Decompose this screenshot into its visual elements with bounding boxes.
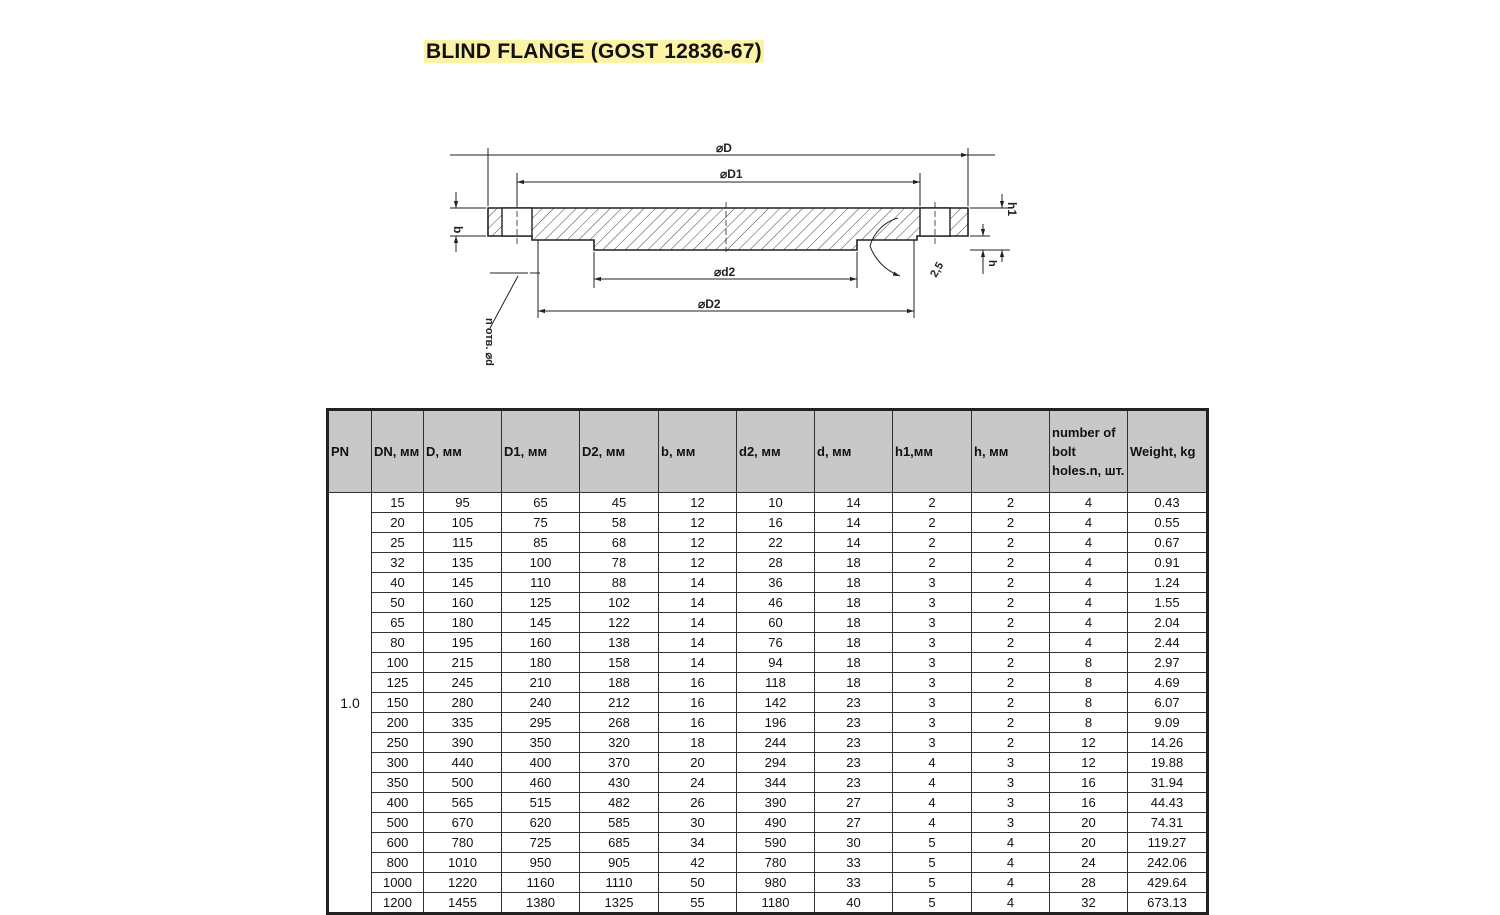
table-cell: 0.67 (1128, 533, 1208, 553)
table-cell: 780 (424, 833, 502, 853)
label-h1: h1 (1005, 202, 1019, 217)
table-cell: 4 (893, 813, 972, 833)
table-cell: 3 (972, 793, 1050, 813)
table-cell: 65 (372, 613, 424, 633)
table-cell: 950 (502, 853, 580, 873)
label-h: h (986, 260, 998, 267)
table-row (328, 893, 1208, 914)
table-cell: 2 (893, 533, 972, 553)
table-row (328, 853, 1208, 873)
table-cell: 18 (815, 593, 893, 613)
table-cell: 76 (737, 633, 815, 653)
table-cell: 158 (580, 653, 659, 673)
table-cell: 1010 (424, 853, 502, 873)
table-row (328, 553, 1208, 573)
table-cell: 430 (580, 773, 659, 793)
table-cell: 2 (972, 613, 1050, 633)
table-cell: 344 (737, 773, 815, 793)
table-cell: 400 (502, 753, 580, 773)
flange-section (488, 202, 968, 252)
table-cell: 180 (502, 653, 580, 673)
label-D: ⌀D (716, 141, 732, 155)
table-cell: 14 (815, 533, 893, 553)
header-D2: D2, мм (580, 410, 659, 493)
table-cell: 590 (737, 833, 815, 853)
table-cell: 429.64 (1128, 873, 1208, 893)
table-cell: 188 (580, 673, 659, 693)
title-highlight: BLIND FLANGE (GOST 12836-67) (426, 40, 762, 63)
table-cell: 195 (424, 633, 502, 653)
table-cell: 3 (972, 753, 1050, 773)
table-cell: 40 (372, 573, 424, 593)
table-cell: 68 (580, 533, 659, 553)
table-cell: 100 (372, 653, 424, 673)
table-cell: 4 (1050, 613, 1128, 633)
pn-cell: 1.0 (328, 493, 372, 914)
header-d: d, мм (815, 410, 893, 493)
table-cell: 4 (972, 893, 1050, 914)
table-cell: 4 (1050, 573, 1128, 593)
table-cell: 145 (424, 573, 502, 593)
table-cell: 32 (372, 553, 424, 573)
header-pn: PN (328, 410, 372, 493)
label-b: b (451, 226, 465, 234)
table-cell: 28 (737, 553, 815, 573)
table-cell: 390 (424, 733, 502, 753)
table-cell: 55 (659, 893, 737, 914)
table-cell: 2 (972, 693, 1050, 713)
header-weight: Weight, kg (1128, 410, 1208, 493)
table-cell: 14 (659, 593, 737, 613)
table-cell: 26 (659, 793, 737, 813)
table-cell: 1180 (737, 893, 815, 914)
table-cell: 14 (815, 513, 893, 533)
table-row (328, 773, 1208, 793)
table-cell: 4 (972, 853, 1050, 873)
table-cell: 160 (502, 633, 580, 653)
table-cell: 16 (659, 713, 737, 733)
table-cell: 3 (972, 773, 1050, 793)
table-cell: 14 (659, 613, 737, 633)
table-cell: 2 (972, 553, 1050, 573)
table-cell: 8 (1050, 673, 1128, 693)
table-cell: 145 (502, 613, 580, 633)
table-row (328, 733, 1208, 753)
document-title (424, 38, 764, 66)
label-holes: n отв. ⌀d (483, 318, 495, 366)
table-cell: 4 (1050, 493, 1128, 513)
table-cell: 27 (815, 793, 893, 813)
table-cell: 3 (972, 813, 1050, 833)
table-cell: 60 (737, 613, 815, 633)
table-cell: 2 (972, 633, 1050, 653)
table-cell: 125 (502, 593, 580, 613)
table-cell: 24 (659, 773, 737, 793)
table-cell: 482 (580, 793, 659, 813)
table-cell: 4 (1050, 553, 1128, 573)
table-cell: 2 (972, 593, 1050, 613)
table-cell: 2 (972, 653, 1050, 673)
table-cell: 8 (1050, 693, 1128, 713)
table-cell: 23 (815, 713, 893, 733)
label-d2: ⌀d2 (714, 265, 736, 279)
table-cell: 0.55 (1128, 513, 1208, 533)
table-row (328, 833, 1208, 853)
table-row (328, 873, 1208, 893)
table-cell: 80 (372, 633, 424, 653)
table-cell: 142 (737, 693, 815, 713)
header-d2: d2, мм (737, 410, 815, 493)
table-cell: 8 (1050, 713, 1128, 733)
table-cell: 3 (893, 733, 972, 753)
table-cell: 2 (893, 513, 972, 533)
table-cell: 565 (424, 793, 502, 813)
table-cell: 75 (502, 513, 580, 533)
table-cell: 6.07 (1128, 693, 1208, 713)
table-row (328, 573, 1208, 593)
table-cell: 3 (893, 573, 972, 593)
table-cell: 28 (1050, 873, 1128, 893)
table-cell: 9.09 (1128, 713, 1208, 733)
label-D2: ⌀D2 (698, 297, 721, 311)
table-cell: 1220 (424, 873, 502, 893)
table-cell: 102 (580, 593, 659, 613)
table-row (328, 753, 1208, 773)
table-cell: 250 (372, 733, 424, 753)
table-cell: 18 (815, 613, 893, 633)
table-cell: 4 (893, 753, 972, 773)
header-b: b, мм (659, 410, 737, 493)
table-cell: 44.43 (1128, 793, 1208, 813)
table-cell: 2 (972, 573, 1050, 593)
table-cell: 36 (737, 573, 815, 593)
table-cell: 5 (893, 873, 972, 893)
table-cell: 122 (580, 613, 659, 633)
table-cell: 16 (659, 693, 737, 713)
table-cell: 50 (659, 873, 737, 893)
table-cell: 88 (580, 573, 659, 593)
table-cell: 4 (893, 793, 972, 813)
table-cell: 135 (424, 553, 502, 573)
table-cell: 2 (972, 713, 1050, 733)
table-cell: 350 (502, 733, 580, 753)
table-cell: 125 (372, 673, 424, 693)
table-cell: 14 (659, 573, 737, 593)
table-cell: 500 (424, 773, 502, 793)
table-cell: 30 (815, 833, 893, 853)
table-cell: 8 (1050, 653, 1128, 673)
table-cell: 4 (972, 833, 1050, 853)
table-cell: 46 (737, 593, 815, 613)
table-cell: 2.97 (1128, 653, 1208, 673)
table-cell: 19.88 (1128, 753, 1208, 773)
table-cell: 22 (737, 533, 815, 553)
table-cell: 45 (580, 493, 659, 513)
table-cell: 4 (1050, 633, 1128, 653)
table-cell: 268 (580, 713, 659, 733)
table-cell: 12 (1050, 733, 1128, 753)
table-row (328, 633, 1208, 653)
table-cell: 18 (815, 573, 893, 593)
table-cell: 33 (815, 873, 893, 893)
table-cell: 200 (372, 713, 424, 733)
table-cell: 18 (815, 633, 893, 653)
table-cell: 1325 (580, 893, 659, 914)
table-cell: 118 (737, 673, 815, 693)
table-cell: 350 (372, 773, 424, 793)
table-cell: 18 (815, 673, 893, 693)
table-cell: 50 (372, 593, 424, 613)
table-cell: 585 (580, 813, 659, 833)
table-cell: 685 (580, 833, 659, 853)
table-cell: 440 (424, 753, 502, 773)
table-cell: 23 (815, 693, 893, 713)
table-cell: 20 (372, 513, 424, 533)
table-cell: 370 (580, 753, 659, 773)
table-row (328, 513, 1208, 533)
table-cell: 14 (659, 653, 737, 673)
table-cell: 2 (972, 673, 1050, 693)
table-cell: 2 (972, 493, 1050, 513)
table-cell: 119.27 (1128, 833, 1208, 853)
table-cell: 42 (659, 853, 737, 873)
table-cell: 78 (580, 553, 659, 573)
table-cell: 2.04 (1128, 613, 1208, 633)
table-cell: 215 (424, 653, 502, 673)
table-cell: 32 (1050, 893, 1128, 914)
table-cell: 2 (893, 493, 972, 513)
table-cell: 4 (972, 873, 1050, 893)
table-cell: 280 (424, 693, 502, 713)
table-cell: 20 (659, 753, 737, 773)
table-cell: 14 (659, 633, 737, 653)
table-cell: 244 (737, 733, 815, 753)
table-cell: 100 (502, 553, 580, 573)
table-row (328, 653, 1208, 673)
table-body (328, 493, 1208, 914)
table-cell: 4.69 (1128, 673, 1208, 693)
table-cell: 490 (737, 813, 815, 833)
table-cell: 800 (372, 853, 424, 873)
table-cell: 16 (737, 513, 815, 533)
table-cell: 18 (815, 653, 893, 673)
table-cell: 20 (1050, 833, 1128, 853)
table-cell: 16 (659, 673, 737, 693)
table-cell: 160 (424, 593, 502, 613)
table-cell: 18 (659, 733, 737, 753)
table-cell: 3 (893, 613, 972, 633)
table-cell: 1200 (372, 893, 424, 914)
table-cell: 725 (502, 833, 580, 853)
table-cell: 94 (737, 653, 815, 673)
table-cell: 500 (372, 813, 424, 833)
table-cell: 3 (893, 693, 972, 713)
table-cell: 3 (893, 593, 972, 613)
table-cell: 295 (502, 713, 580, 733)
table-cell: 620 (502, 813, 580, 833)
table-cell: 300 (372, 753, 424, 773)
table-cell: 335 (424, 713, 502, 733)
table-cell: 15 (372, 493, 424, 513)
header-D: D, мм (424, 410, 502, 493)
table-row (328, 493, 1208, 513)
table-cell: 23 (815, 753, 893, 773)
table-cell: 240 (502, 693, 580, 713)
table-cell: 515 (502, 793, 580, 813)
table-cell: 138 (580, 633, 659, 653)
table-cell: 12 (659, 553, 737, 573)
table-cell: 3 (893, 713, 972, 733)
table-cell: 5 (893, 833, 972, 853)
flange-drawing (430, 128, 1030, 390)
table-cell: 5 (893, 893, 972, 914)
table-cell: 210 (502, 673, 580, 693)
table-cell: 3 (893, 673, 972, 693)
table-cell: 65 (502, 493, 580, 513)
table-cell: 1.24 (1128, 573, 1208, 593)
table-cell: 10 (737, 493, 815, 513)
table-cell: 105 (424, 513, 502, 533)
table-cell: 12 (659, 513, 737, 533)
table-cell: 31.94 (1128, 773, 1208, 793)
table-cell: 2 (972, 513, 1050, 533)
table-row (328, 673, 1208, 693)
header-h1: h1,мм (893, 410, 972, 493)
table-cell: 780 (737, 853, 815, 873)
table-cell: 390 (737, 793, 815, 813)
table-cell: 1160 (502, 873, 580, 893)
table-cell: 4 (1050, 533, 1128, 553)
header-D1: D1, мм (502, 410, 580, 493)
label-D1: ⌀D1 (720, 167, 743, 181)
table-cell: 673.13 (1128, 893, 1208, 914)
table-cell: 12 (1050, 753, 1128, 773)
table-cell: 33 (815, 853, 893, 873)
table-cell: 1455 (424, 893, 502, 914)
header-bolt-holes: number of bolt holes.n, шт. (1050, 410, 1128, 493)
table-row (328, 713, 1208, 733)
table-cell: 115 (424, 533, 502, 553)
table-cell: 14.26 (1128, 733, 1208, 753)
table-cell: 16 (1050, 773, 1128, 793)
table-cell: 905 (580, 853, 659, 873)
table-cell: 1380 (502, 893, 580, 914)
table-row (328, 613, 1208, 633)
table-cell: 320 (580, 733, 659, 753)
flange-spec-table (326, 408, 1209, 915)
table-cell: 5 (893, 853, 972, 873)
table-cell: 12 (659, 493, 737, 513)
label-chamfer: 2,5 (928, 260, 947, 280)
table-cell: 34 (659, 833, 737, 853)
table-row (328, 693, 1208, 713)
table-cell: 1110 (580, 873, 659, 893)
table-cell: 16 (1050, 793, 1128, 813)
table-cell: 24 (1050, 853, 1128, 873)
table-cell: 400 (372, 793, 424, 813)
table-cell: 196 (737, 713, 815, 733)
table-cell: 110 (502, 573, 580, 593)
table-cell: 95 (424, 493, 502, 513)
table-cell: 4 (1050, 513, 1128, 533)
table-cell: 2 (972, 733, 1050, 753)
table-cell: 0.91 (1128, 553, 1208, 573)
table-cell: 18 (815, 553, 893, 573)
table-cell: 0.43 (1128, 493, 1208, 513)
table-cell: 30 (659, 813, 737, 833)
table-row (328, 533, 1208, 553)
table-cell: 4 (893, 773, 972, 793)
table-cell: 4 (1050, 593, 1128, 613)
table-cell: 1.55 (1128, 593, 1208, 613)
table-row (328, 593, 1208, 613)
table-cell: 2.44 (1128, 633, 1208, 653)
table-cell: 212 (580, 693, 659, 713)
table-header-row (328, 410, 1208, 493)
header-h: h, мм (972, 410, 1050, 493)
table-cell: 20 (1050, 813, 1128, 833)
table-cell: 670 (424, 813, 502, 833)
table-cell: 14 (815, 493, 893, 513)
table-cell: 23 (815, 733, 893, 753)
table-row (328, 793, 1208, 813)
table-cell: 3 (893, 653, 972, 673)
table-cell: 460 (502, 773, 580, 793)
table-cell: 25 (372, 533, 424, 553)
table-cell: 27 (815, 813, 893, 833)
table-cell: 12 (659, 533, 737, 553)
table-cell: 600 (372, 833, 424, 853)
table-cell: 980 (737, 873, 815, 893)
table-cell: 294 (737, 753, 815, 773)
table-row (328, 813, 1208, 833)
table-cell: 2 (972, 533, 1050, 553)
table-cell: 150 (372, 693, 424, 713)
table-cell: 180 (424, 613, 502, 633)
table-cell: 3 (893, 633, 972, 653)
table-cell: 58 (580, 513, 659, 533)
table-cell: 85 (502, 533, 580, 553)
table-cell: 74.31 (1128, 813, 1208, 833)
table-cell: 2 (893, 553, 972, 573)
table-cell: 245 (424, 673, 502, 693)
table-cell: 40 (815, 893, 893, 914)
table-cell: 1000 (372, 873, 424, 893)
table-cell: 242.06 (1128, 853, 1208, 873)
table-cell: 23 (815, 773, 893, 793)
header-dn: DN, мм (372, 410, 424, 493)
